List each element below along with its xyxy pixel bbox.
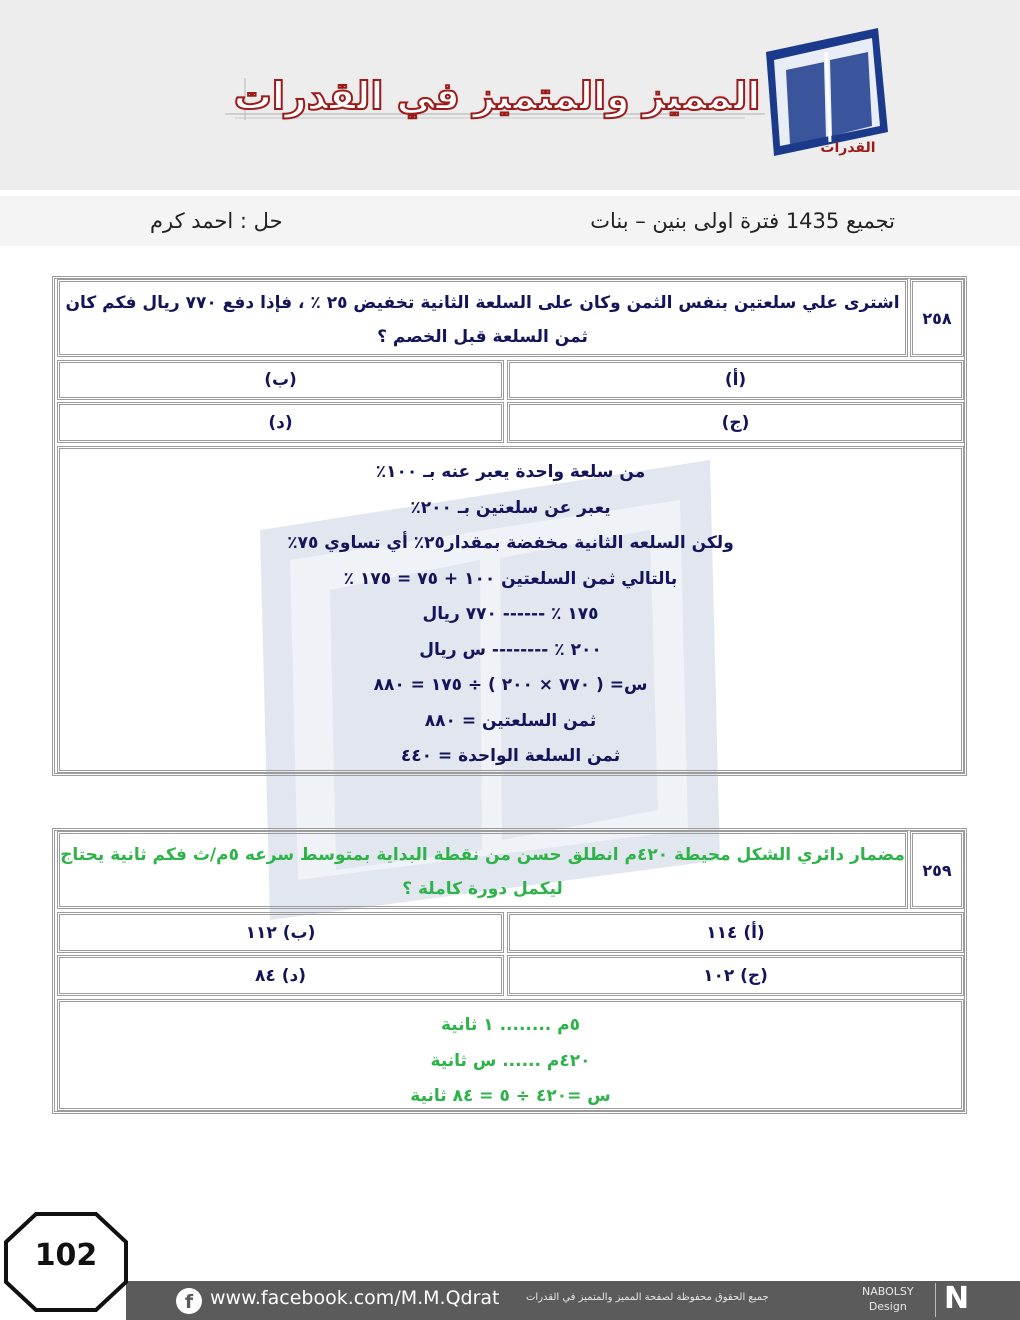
solution-line: بالتالي ثمن السلعتين ١٠٠ + ٧٥ = ١٧٥ ٪ <box>343 568 678 589</box>
option-a[interactable]: (أ) ١١٤ <box>507 912 964 953</box>
solution-line: ٥م ........ ١ ثانية <box>440 1015 581 1035</box>
option-c[interactable]: (ج) <box>507 402 964 443</box>
logo-book-icon <box>760 22 892 164</box>
designer-brand <box>862 1284 914 1314</box>
solution-line: ثمن السلعتين = ٨٨٠ <box>424 710 597 731</box>
option-d[interactable]: (د) ٨٤ <box>57 955 504 996</box>
solution-box <box>57 999 964 1111</box>
solution-line: ولكن السلعه الثانية مخفضة بمقدار٢٥٪ أي تساوي ٧٥٪ <box>287 533 734 553</box>
logo-title: المميز والمتميز في القدرات <box>233 74 761 118</box>
question-text: اشترى علي سلعتين بنفس الثمن وكان على السلعة الثانية تخفيض ٢٥ ٪ ، فإذا دفع ٧٧٠ ريال فكم كان ثمن السلعة قبل الخصم ؟ <box>57 279 908 357</box>
page-number: 102 <box>34 1238 98 1273</box>
solution-line: ثمن السلعة الواحدة = ٤٤٠ <box>400 746 621 766</box>
option-a[interactable]: (أ) <box>507 360 964 400</box>
brand-divider <box>935 1283 936 1317</box>
solution-line: ١٧٥ ٪ ------ ٧٧٠ ريال <box>422 604 599 624</box>
option-c[interactable]: (ج) ١٠٢ <box>507 955 964 996</box>
solution-line: س= ( ٧٧٠ × ٢٠٠ ) ÷ ١٧٥ = ٨٨٠ <box>373 675 648 695</box>
solution-line: ٢٠٠ ٪ -------- س ريال <box>419 639 602 660</box>
brand-line: NABOLSY <box>862 1285 914 1298</box>
solution-line: يعبر عن سلعتين بـ ٢٠٠٪ <box>410 497 611 518</box>
brand-line: Design <box>868 1300 907 1313</box>
solution-line: س =٤٢٠ ÷ ٥ = ٨٤ ثانية <box>410 1086 611 1106</box>
facebook-link[interactable]: www.facebook.com/M.M.Qdrat <box>210 1287 500 1309</box>
facebook-icon[interactable]: f <box>176 1288 202 1314</box>
option-b[interactable]: (ب) <box>57 360 504 400</box>
copyright-notice: جميع الحقوق محفوظة لصفحة المميز والمتميز في القدرات <box>526 1292 769 1303</box>
question-number: ٢٥٩ <box>910 831 964 909</box>
option-b[interactable]: (ب) ١١٢ <box>57 912 504 953</box>
solution-line: ٤٢٠م ...... س ثانية <box>430 1050 591 1071</box>
question-number: ٢٥٨ <box>910 279 964 357</box>
collection-title: تجميع 1435 فترة اولى بنين – بنات <box>590 209 895 233</box>
solution-line: من سلعة واحدة يعبر عنه بـ ١٠٠٪ <box>375 462 646 482</box>
option-d[interactable]: (د) <box>57 402 504 443</box>
solution-box <box>57 446 964 773</box>
solver-credit: حل : احمد كرم <box>150 209 283 233</box>
svg-text:القدرات: القدرات <box>820 140 876 156</box>
question-text: مضمار دائري الشكل محيطة ٤٢٠م انطلق حسن من نقطة البداية بمتوسط سرعه ٥م/ث فكم ثانية يحتاج ليكمل دورة كاملة ؟ <box>57 831 908 909</box>
brand-letter: N <box>944 1281 970 1316</box>
